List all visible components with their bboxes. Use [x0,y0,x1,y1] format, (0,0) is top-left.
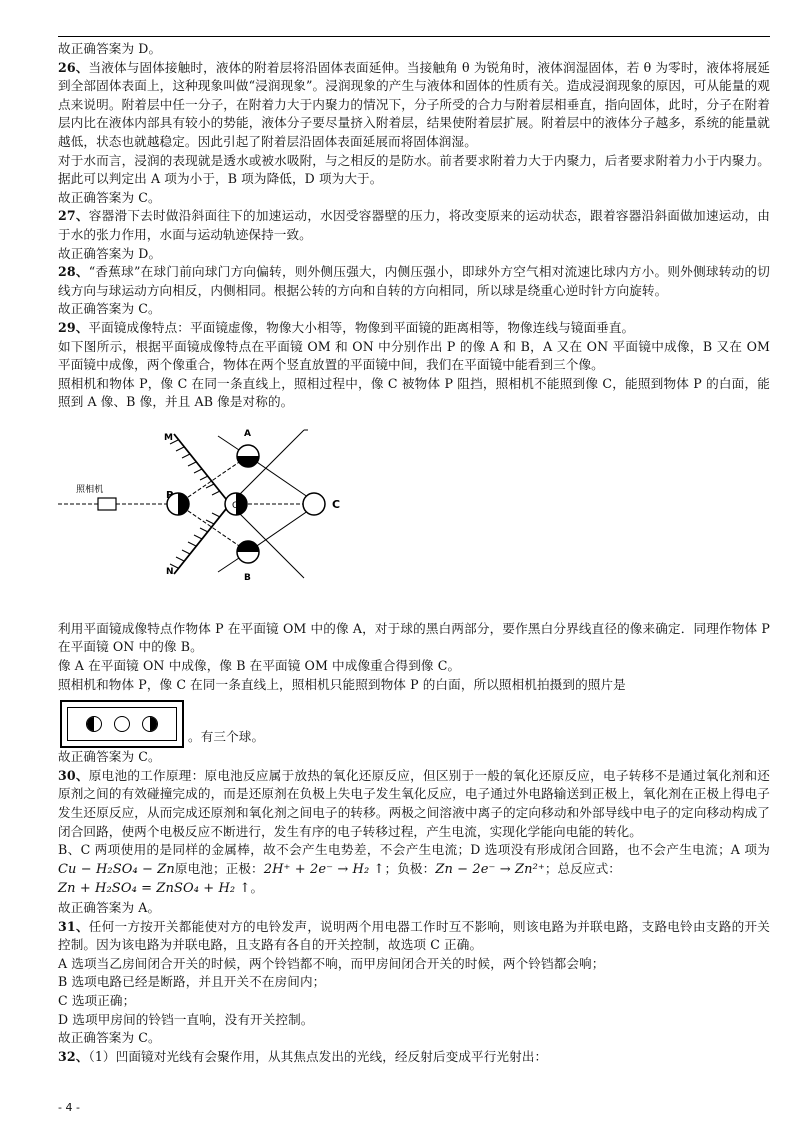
question-28 [58,263,770,300]
ball-b-dark-half [237,541,259,552]
question-number: 29、 [58,319,89,335]
paragraph: 。有三个球。 [188,728,265,744]
camera-icon [98,498,116,510]
paragraph: D 选项甲房间的铃铛一直响，没有开关控制。 [58,1011,314,1027]
answer-line: 故正确答案为 A。 [58,900,161,915]
label-c: C [332,497,341,511]
formula: Zn + H₂SO₄ = ZnSO₄ + H₂ ↑ [58,881,251,897]
formula: Cu − H₂SO₄ − Zn [58,861,175,877]
question-number: 32、 [58,1048,89,1064]
answer-line: 故正确答案为 D。 [58,245,162,261]
text-span: ；负极： [384,860,436,876]
ball-c [303,493,325,515]
question-30 [58,767,770,841]
answer-line: 故正确答案为 D。 [58,41,162,56]
mirror-extension [230,430,304,504]
paragraph: 容器滑下去时做沿斜面往下的加速运动，水因受容器壁的压力，将改变原来的运动状态，跟着容器沿斜面做加速运动，由于水的张力作用，水面与运动轨迹保持一致。 [58,208,770,242]
paragraph [58,841,770,879]
camera-label: 照相机 [76,484,104,495]
question-number: 28、 [58,264,89,280]
document-body [58,40,770,1066]
ball-icon [114,716,130,732]
label-n: N [166,566,174,577]
question-32 [58,1048,770,1067]
paragraph: 当液体与固体接触时，液体的附着层将沿固体表面延伸。当接触角 θ 为锐角时，液体润湿固体，若 θ 为零时，液体将展延到全部固体表面上，这种现象叫做“浸润现象”。浸润现象的产生与液体和固体的性质有关。造成浸润现象的原因，可从能量的观点来说明。附着层中任一分子，在附着力大于内聚力的情况下，分子所受的合力与附着层相垂直，指向固体，此时，分子在附着层内比在液体内部具有较小的势能，液体分子要尽量挤入附着层，结果使附着层扩展。附着层中的液体分子越多，系统的能量就越低，状态也就越稳定。因此引起了附着层沿固体表面延展而将固体润湿。 [58,59,770,149]
question-number: 27、 [58,208,89,224]
paragraph: 如下图所示，根据平面镜成像特点在平面镜 OM 和 ON 中分别作出 P 的像 A 和 B，A 又在 ON 平面镜中成像，B 又在 OM 平面镜中成像，两个像重合，物体在两个竖直放置的平面镜中间，我们在平面镜中能看到三个像。 [58,338,770,373]
text-span: ；总反应式： [544,860,622,876]
mirror-extension [230,504,304,578]
mirror-diagram [58,416,770,616]
text-span: 。 [250,880,264,896]
paragraph: “香蕉球”在球门前向球门方向偏转，则外侧压强大，内侧压强小，即球外方空气相对流速比球内方小。则外侧球转动的切线方向与球运动方向相反，内侧相同。根据公转的方向和自转的方向相同，所以球是绕重心逆时针方向旋转。 [58,264,771,298]
ball-icon [86,716,102,732]
label-a: A [244,428,252,439]
question-number: 31、 [58,918,89,934]
paragraph: 利用平面镜成像特点作物体 P 在平面镜 OM 中的像 A，对于球的黑白两部分，要作黑白分界线直径的像来确定．同理作物体 P 在平面镜 ON 中的像 B。 [58,620,770,655]
answer-line: 故正确答案为 C。 [58,301,161,317]
formula: Zn − 2e⁻ → Zn²⁺ [435,861,545,877]
text-span: 原电池；正极： [174,860,264,876]
paragraph [58,879,770,899]
paragraph: 照相机和物体 P，像 C 在同一条直线上，照相机只能照到物体 P 的白面，所以照相机拍摄到的照片是 [58,676,626,692]
question-26 [58,59,770,152]
label-m: M [164,432,174,443]
ball-a-dark-half [237,456,259,467]
ball-p-dark-half [178,493,189,515]
answer-line: 故正确答案为 C。 [58,1030,161,1046]
answer-line: 故正确答案为 C。 [58,749,161,765]
answer-line: 故正确答案为 C。 [58,189,161,205]
text-span: B、C 两项使用的是同样的金属棒，故不会产生电势差，不会产生电流；D 选项没有形成闭合回路，也不会产生电流；A 项为 [58,842,770,858]
header-rule [58,36,770,37]
question-number: 26、 [58,59,89,75]
paragraph: B 选项电路已经是断路，并且开关不在房间内； [58,974,326,990]
label-b: B [244,572,251,583]
paragraph: C 选项正确； [58,992,136,1008]
paragraph: 任何一方按开关都能使对方的电铃发声，说明两个用电器工作时互不影响，则该电路为并联电路，支路电铃由支路的开关控制。因为该电路为并联电路，且支路有各自的开关控制，故选项 C 正确。 [58,918,770,953]
paragraph: 原电池的工作原理：原电池反应属于放热的氧化还原反应，但区别于一般的氧化还原反应，电子转移不是通过氧化剂和还原剂之间的有效碰撞完成的，而是还原剂在负极上失电子发生氧化反应，电子通过外电路输送到正极上，氧化剂在正极上得电子发生还原反应，从而完成还原剂和氧化剂之间电子的转移。两极之间溶液中离子的定向移动和外部导线中电子的定向移动构成了闭合回路，使两个电极反应不断进行，发生有序的电子转移过程，产生电流，实现化学能向电能的转化。 [58,767,770,839]
paragraph: A 选项当乙房间闭合开关的时候，两个铃铛都不响，而甲房间闭合开关的时候，两个铃铛都会响； [58,955,605,971]
page-number: - 4 - [58,1101,80,1114]
label-o: O [232,500,240,511]
paragraph: 平面镜成像特点：平面镜虚像，物像大小相等，物像到平面镜的距离相等，物像连线与镜面垂直。 [88,319,635,335]
question-31 [58,918,770,955]
question-number: 30、 [58,767,89,783]
mirror-diagram-svg [58,416,770,616]
question-27 [58,207,770,244]
photo-result [58,696,770,748]
photo-frame [60,700,184,748]
label-p: P [166,489,174,501]
paragraph: （1）凹面镜对光线有会聚作用，从其焦点发出的光线，经反射后变成平行光射出： [88,1048,548,1064]
formula: 2H⁺ + 2e⁻ → H₂ ↑ [263,861,385,877]
paragraph: 照相机和物体 P，像 C 在同一条直线上，照相过程中，像 C 被物体 P 阻挡，照相机不能照到像 C，能照到物体 P 的白面，能照到 A 像、B 像，并且 AB 像是对称的。 [58,375,770,410]
paragraph: 对于水而言，浸润的表现就是透水或被水吸附，与之相反的是防水。前者要求附着力大于内聚力，后者要求附着力小于内聚力。据此可以判定出 A 项为小于，B 项为降低，D 项为大于。 [58,152,770,187]
photo-inner-frame [67,707,177,741]
paragraph: 像 A 在平面镜 ON 中成像，像 B 在平面镜 OM 中成像重合得到像 C。 [58,658,461,674]
ball-icon [142,716,158,732]
question-29 [58,319,770,338]
